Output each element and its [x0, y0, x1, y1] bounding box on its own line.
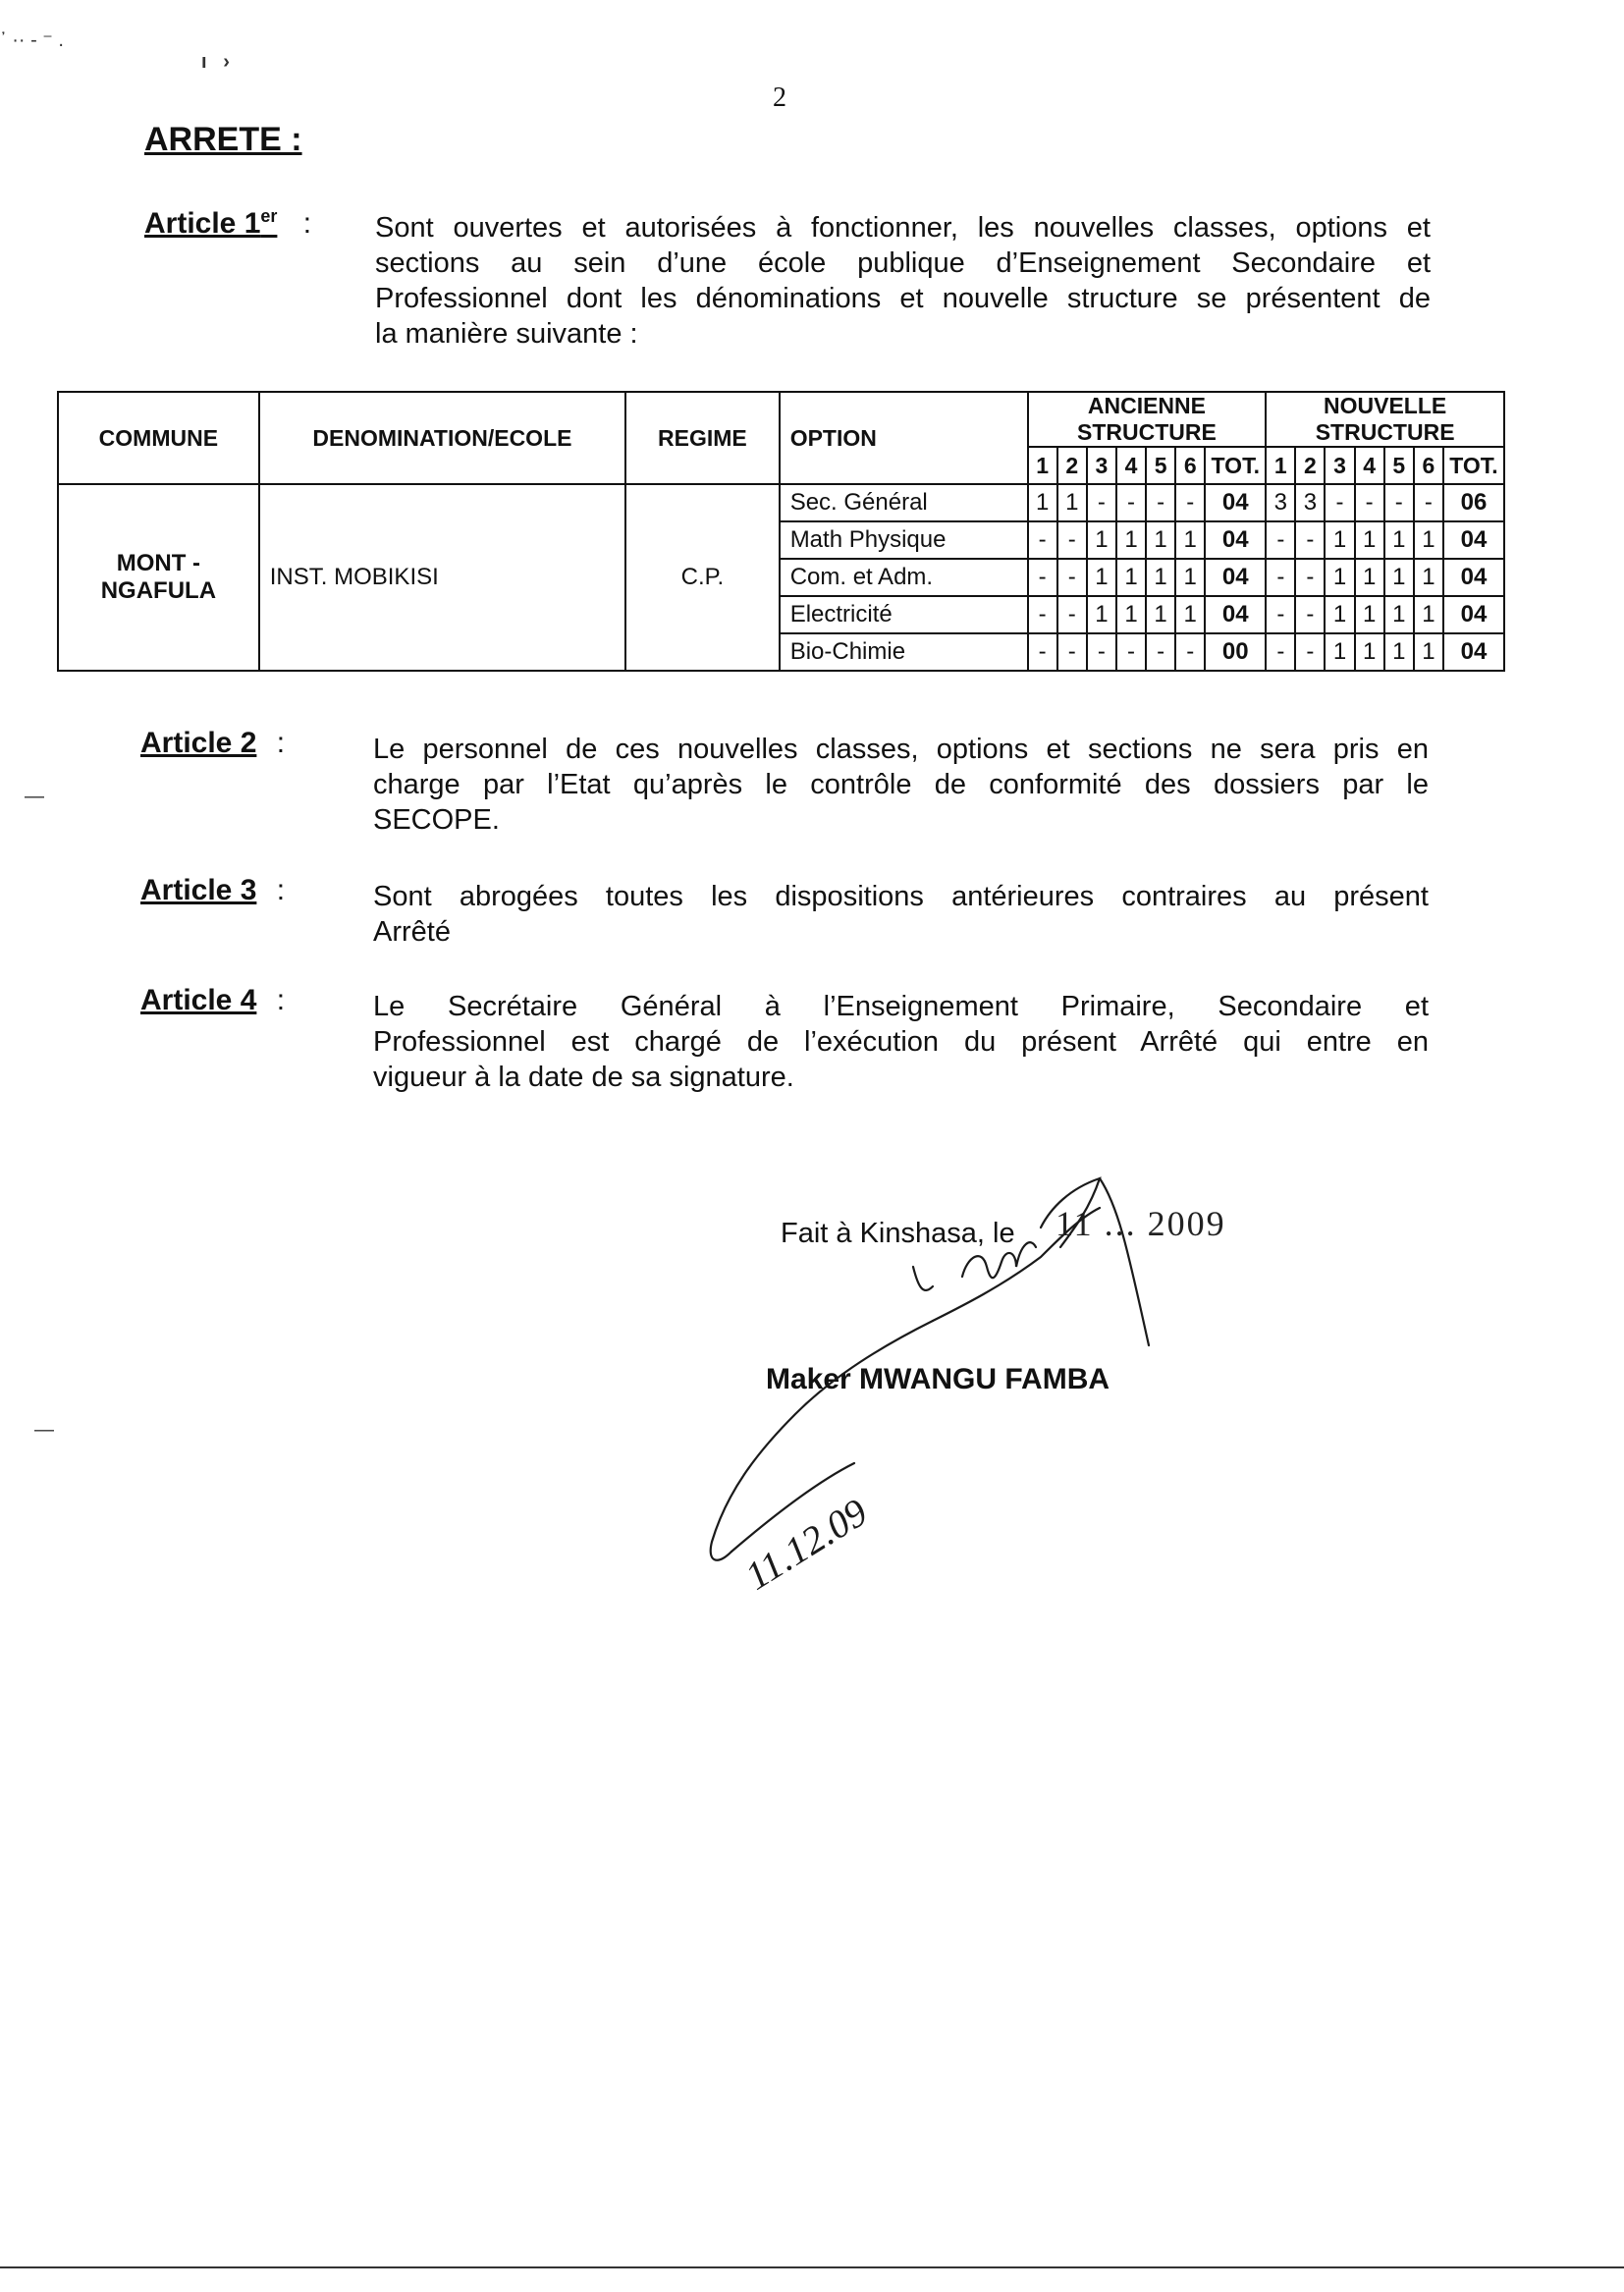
- cell-nouvelle: 1: [1414, 596, 1443, 633]
- cell-ancienne: -: [1028, 559, 1057, 596]
- year-header: 2: [1057, 447, 1087, 484]
- cell-nouvelle: -: [1266, 596, 1295, 633]
- cell-nouvelle: 1: [1414, 559, 1443, 596]
- cell-nouvelle: -: [1325, 484, 1354, 521]
- signatory-name: Maker MWANGU FAMBA: [766, 1363, 1110, 1395]
- cell-nouvelle: 1: [1414, 633, 1443, 671]
- scan-mark: —: [34, 1419, 54, 1441]
- cell-nouvelle: 1: [1355, 633, 1384, 671]
- cell-nouvelle-total: 04: [1443, 596, 1504, 633]
- tot-header: TOT.: [1205, 447, 1266, 484]
- cell-ancienne: 1: [1146, 521, 1175, 559]
- cell-nouvelle: 1: [1325, 559, 1354, 596]
- cell-nouvelle: 1: [1384, 633, 1414, 671]
- header-regime: REGIME: [625, 392, 780, 484]
- cell-ancienne: 1: [1087, 521, 1116, 559]
- cell-ancienne: 1: [1146, 559, 1175, 596]
- cell-ancienne: -: [1057, 521, 1087, 559]
- cell-nouvelle-total: 04: [1443, 521, 1504, 559]
- cell-option: Com. et Adm.: [780, 559, 1028, 596]
- cell-ancienne: 1: [1175, 596, 1205, 633]
- cell-ancienne: 1: [1175, 521, 1205, 559]
- cell-nouvelle: -: [1295, 596, 1325, 633]
- structure-table: [57, 391, 1505, 672]
- header-nouvelle-structure: NOUVELLE STRUCTURE: [1266, 392, 1504, 447]
- year-header: 5: [1384, 447, 1414, 484]
- cell-nouvelle: -: [1355, 484, 1384, 521]
- signature-place: Fait à Kinshasa, le: [781, 1218, 1015, 1249]
- cell-option: Sec. Général: [780, 484, 1028, 521]
- cell-nouvelle: 1: [1384, 559, 1414, 596]
- cell-commune: MONT - NGAFULA: [58, 484, 259, 671]
- cell-ancienne-total: 04: [1205, 484, 1266, 521]
- cell-nouvelle: 3: [1266, 484, 1295, 521]
- year-header: 4: [1355, 447, 1384, 484]
- cell-nouvelle: -: [1266, 559, 1295, 596]
- article-4-label: Article 4 :: [140, 984, 286, 1016]
- article-3-label: Article 3 :: [140, 874, 286, 906]
- header-denomination: DENOMINATION/ECOLE: [259, 392, 625, 484]
- cell-ancienne: -: [1175, 633, 1205, 671]
- cell-ancienne: 1: [1057, 484, 1087, 521]
- svg-text:11.12.09: 11.12.09: [736, 1489, 875, 1599]
- cell-regime: C.P.: [625, 484, 780, 671]
- cell-ancienne: -: [1116, 633, 1146, 671]
- year-header: 3: [1087, 447, 1116, 484]
- cell-ancienne: 1: [1146, 596, 1175, 633]
- cell-nouvelle: -: [1414, 484, 1443, 521]
- cell-ancienne: 1: [1175, 559, 1205, 596]
- article-2-label: Article 2 :: [140, 727, 286, 759]
- cell-ancienne: -: [1057, 633, 1087, 671]
- cell-nouvelle: -: [1295, 559, 1325, 596]
- scan-mark: ı ›: [201, 51, 230, 73]
- year-header: 2: [1295, 447, 1325, 484]
- cell-ancienne: -: [1028, 633, 1057, 671]
- cell-nouvelle: 1: [1355, 521, 1384, 559]
- page-bottom-rule: [0, 2266, 1624, 2268]
- cell-ancienne: 1: [1116, 521, 1146, 559]
- cell-ancienne-total: 04: [1205, 521, 1266, 559]
- article-1-label: Article 1er :: [144, 206, 312, 240]
- cell-nouvelle: -: [1384, 484, 1414, 521]
- article-2-text: Le personnel de ces nouvelles classes, options et sections ne sera pris en charge par l’Etat qu’après le contrôle de conformité des dossiers par le SECOPE.: [373, 734, 1429, 836]
- cell-ancienne: 1: [1087, 596, 1116, 633]
- year-header: 1: [1028, 447, 1057, 484]
- cell-ancienne: -: [1057, 596, 1087, 633]
- year-header: 5: [1146, 447, 1175, 484]
- cell-option: Bio-Chimie: [780, 633, 1028, 671]
- cell-nouvelle: 3: [1295, 484, 1325, 521]
- year-header: 6: [1175, 447, 1205, 484]
- cell-ancienne: -: [1146, 484, 1175, 521]
- cell-option: Electricité: [780, 596, 1028, 633]
- page-number: 2: [773, 82, 786, 113]
- header-ancienne-structure: ANCIENNE STRUCTURE: [1028, 392, 1267, 447]
- decree-heading: ARRETE :: [144, 121, 302, 158]
- cell-ancienne-total: 04: [1205, 596, 1266, 633]
- cell-ancienne: -: [1116, 484, 1146, 521]
- year-header: 3: [1325, 447, 1354, 484]
- cell-nouvelle: -: [1295, 633, 1325, 671]
- cell-ancienne-total: 04: [1205, 559, 1266, 596]
- scan-mark: ᾽ ·· ‐ ⁻ .: [0, 29, 64, 51]
- cell-ancienne: 1: [1116, 596, 1146, 633]
- cell-nouvelle: -: [1266, 633, 1295, 671]
- cell-ancienne: -: [1146, 633, 1175, 671]
- cell-nouvelle-total: 04: [1443, 633, 1504, 671]
- year-header: 4: [1116, 447, 1146, 484]
- header-commune: COMMUNE: [58, 392, 259, 484]
- cell-ecole: INST. MOBIKISI: [259, 484, 625, 671]
- date-stamp: 11 ... 2009: [1056, 1204, 1226, 1243]
- cell-nouvelle: 1: [1384, 521, 1414, 559]
- cell-nouvelle-total: 04: [1443, 559, 1504, 596]
- cell-nouvelle: 1: [1325, 521, 1354, 559]
- scan-mark: —: [25, 786, 44, 807]
- cell-ancienne-total: 00: [1205, 633, 1266, 671]
- cell-nouvelle: 1: [1355, 596, 1384, 633]
- cell-ancienne: 1: [1028, 484, 1057, 521]
- cell-nouvelle: 1: [1384, 596, 1414, 633]
- article-3-text: Sont abrogées toutes les dispositions antérieures contraires au présent Arrêté: [373, 881, 1429, 948]
- cell-nouvelle: 1: [1325, 633, 1354, 671]
- cell-nouvelle-total: 06: [1443, 484, 1504, 521]
- cell-nouvelle: 1: [1414, 521, 1443, 559]
- article-1-text: Sont ouvertes et autorisées à fonctionner, les nouvelles classes, options et sections au sein d’une école publique d’Enseignement Secondaire et Professionnel dont les dénominations et nouvelle structure se présentent de la manière suivante :: [375, 212, 1431, 350]
- year-header: 1: [1266, 447, 1295, 484]
- cell-nouvelle: -: [1295, 521, 1325, 559]
- cell-ancienne: -: [1057, 559, 1087, 596]
- cell-ancienne: -: [1028, 521, 1057, 559]
- handwritten-signature: [687, 1149, 1237, 1610]
- cell-nouvelle: 1: [1355, 559, 1384, 596]
- cell-ancienne: 1: [1116, 559, 1146, 596]
- cell-ancienne: -: [1028, 596, 1057, 633]
- article-4-text: Le Secrétaire Général à l’Enseignement Primaire, Secondaire et Professionnel est chargé de l’exécution du présent Arrêté qui entre en vigueur à la date de sa signature.: [373, 991, 1429, 1093]
- cell-option: Math Physique: [780, 521, 1028, 559]
- header-option: OPTION: [780, 392, 1028, 484]
- tot-header: TOT.: [1443, 447, 1504, 484]
- cell-ancienne: -: [1087, 633, 1116, 671]
- cell-ancienne: -: [1175, 484, 1205, 521]
- cell-ancienne: -: [1087, 484, 1116, 521]
- cell-nouvelle: 1: [1325, 596, 1354, 633]
- cell-nouvelle: -: [1266, 521, 1295, 559]
- table-row: [58, 484, 1504, 521]
- year-header: 6: [1414, 447, 1443, 484]
- cell-ancienne: 1: [1087, 559, 1116, 596]
